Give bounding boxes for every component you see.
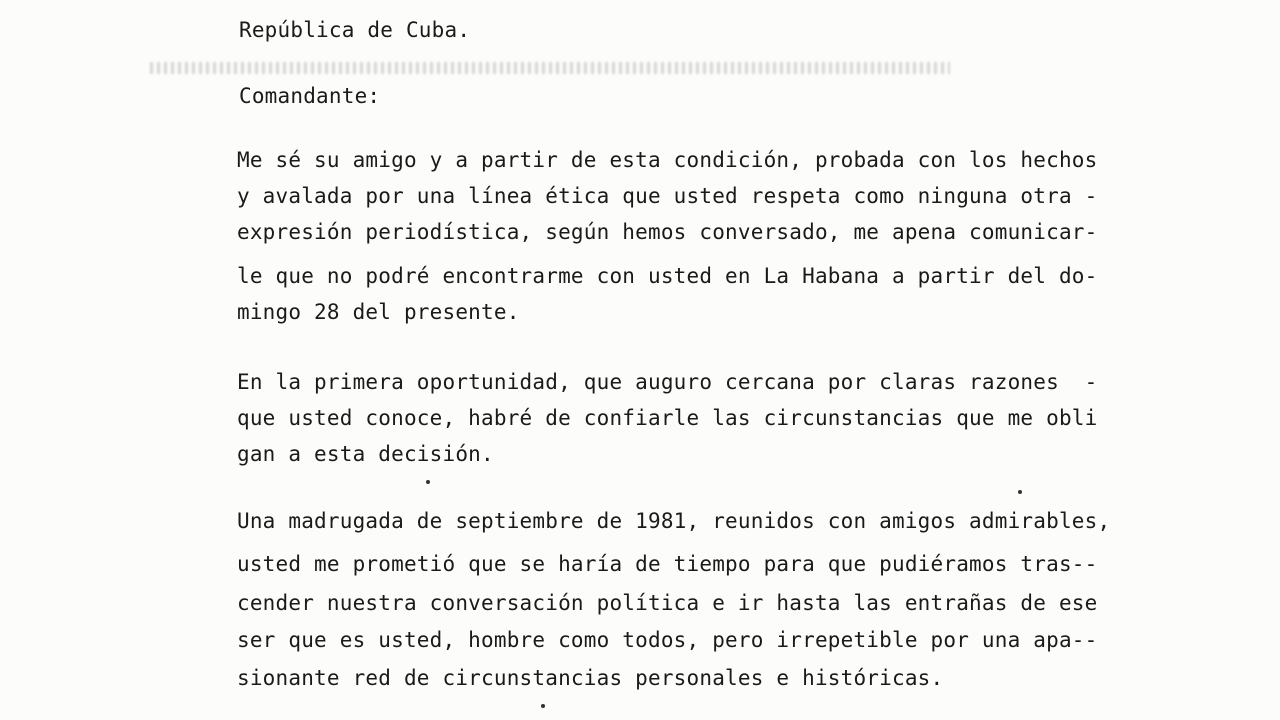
paragraph-3-line-5: sionante red de circunstancias personales e históricas.: [237, 666, 944, 690]
paragraph-1-line-2: y avalada por una línea ética que usted respeta como ninguna otra -: [237, 184, 1098, 208]
greeting: Comandante:: [239, 84, 381, 108]
paragraph-2-line-3: gan a esta decisión.: [237, 442, 494, 466]
paragraph-1-line-5: mingo 28 del presente.: [237, 300, 520, 324]
ink-speck: [541, 704, 545, 708]
paragraph-3-line-2: usted me prometió que se haría de tiempo para que pudiéramos tras--: [237, 552, 1098, 576]
paragraph-1-line-1: Me sé su amigo y a partir de esta condición, probada con los hechos: [237, 148, 1098, 172]
paragraph-2-line-1: En la primera oportunidad, que auguro cercana por claras razones -: [237, 370, 1098, 394]
paragraph-3-line-4: ser que es usted, hombre como todos, pero irrepetible por una apa--: [237, 628, 1098, 652]
ink-speck: [426, 480, 430, 484]
paragraph-1-line-3: expresión periodística, según hemos conversado, me apena comunicar-: [237, 220, 1098, 244]
paragraph-3-line-1: Una madrugada de septiembre de 1981, reunidos con amigos admirables,: [237, 509, 1111, 533]
smudge-mark: [150, 62, 950, 74]
recipient-country: República de Cuba.: [239, 18, 471, 42]
paragraph-1-line-4: le que no podré encontrarme con usted en La Habana a partir del do-: [237, 264, 1098, 288]
ink-speck: [1018, 490, 1022, 494]
paragraph-2-line-2: que usted conoce, habré de confiarle las circunstancias que me obli: [237, 406, 1098, 430]
paragraph-3-line-3: cender nuestra conversación política e ir hasta las entrañas de ese: [237, 591, 1098, 615]
